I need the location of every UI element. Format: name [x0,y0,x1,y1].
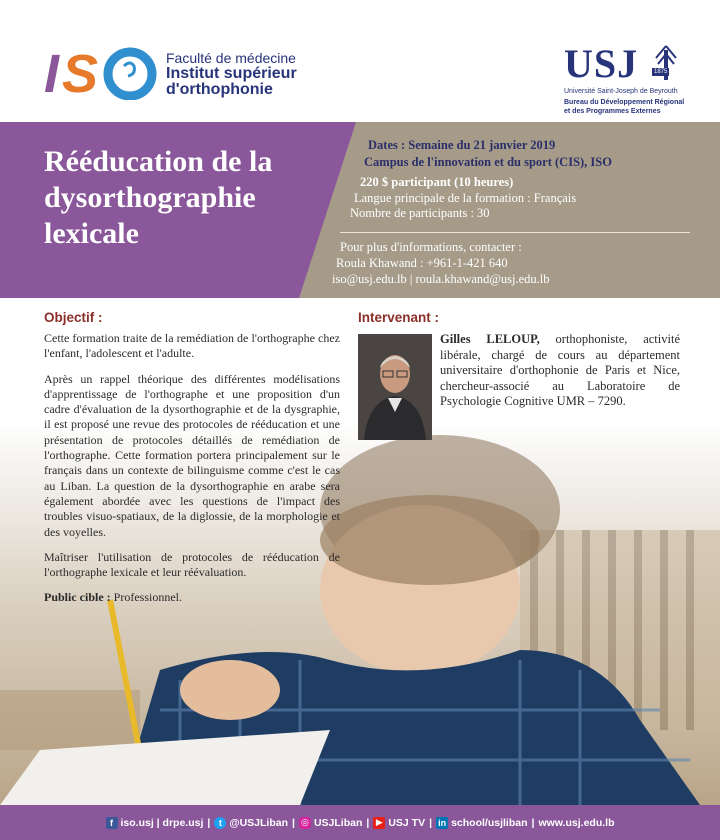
course-title-line2: dysorthographie [44,181,256,214]
footer-separator: | [366,816,370,829]
iso-institute-line1: Institut supérieur [166,65,297,82]
objectif-heading: Objectif : [44,310,103,325]
objectif-paragraph-2: Après un rappel théorique des différentes modélisations d'apprentissage de l'orthographe et une proposition d'un cadre d'évaluation de la dysorthographie et de la dysgraphie, il est proposé une revue des protocoles de rééducation et une présentation de protocoles détaillés de remédiation de l'orthographe. Cette formation portera principalement sur le français dans un contexte de bilinguisme comme c'est le cas au Liban. La question de la dysorthographie en arabe sera également abordée avec les questions de l'impact des troubles visuo-spatiaux, de la diglossie, de la morphologie et des voyelles. [44,371,340,539]
usj-bureau-line2: et des Programmes Externes [564,108,661,115]
twitter-handle: @USJLiban [229,816,288,829]
iso-logo [44,44,164,100]
footer-social-bar [0,805,720,840]
speaker-portrait [358,334,432,440]
youtube-handle: USJ TV [388,816,426,829]
course-title-line3: lexicale [44,217,139,250]
instagram-handle: USJLiban [313,816,363,829]
usj-bureau-line1: Bureau du Développement Régional [564,99,685,106]
footer-twitter[interactable] [214,817,288,829]
usj-wordmark: USJ [564,41,639,86]
footer-youtube[interactable] [373,817,425,829]
objectif-section [44,310,340,605]
course-language: Langue principale de la formation : Français [354,191,577,205]
footer-linkedin[interactable] [436,817,527,829]
objectif-paragraph-3: Maîtriser l'utilisation de protocoles de rééducation de l'orthographe lexicale et leur réévaluation. [44,549,340,580]
iso-institute-line2: d'orthophonie [166,81,273,98]
course-participants: Nombre de participants : 30 [350,206,490,220]
public-cible-label: Public cible : [44,590,111,605]
website-url: www.usj.edu.lb [538,816,615,829]
intervenant-heading: Intervenant : [358,310,440,325]
speaker-name: Gilles LELOUP, [440,332,540,346]
intervenant-section [358,310,680,408]
facebook-handles: iso.usj | drpe.usj [120,816,204,829]
speaker-portrait-illustration [358,334,432,440]
footer-website[interactable] [538,817,614,829]
course-title-line1: Rééducation de la [44,145,273,178]
instagram-icon: ◎ [299,817,311,829]
linkedin-handle: school/usjliban [451,816,528,829]
course-title [44,144,344,252]
course-dates: Dates : Semaine du 21 janvier 2019 [368,138,556,152]
svg-text:I: I [44,44,60,100]
speaker-description: orthophoniste, activité libérale, chargé de cours au département universitaire d'orthophonie de Paris et Nice, chercheur-associé au Laboratoire de Psychologie Cognitive UMR – 7290. [440,332,680,408]
footer-separator: | [292,816,295,829]
footer-separator: | [429,816,433,829]
usj-year: 1875 [654,69,668,75]
linkedin-icon: in [438,817,447,828]
course-banner [0,122,720,298]
facebook-icon: f [106,817,118,829]
youtube-icon: ▶ [373,817,385,829]
iso-faculty: Faculté de médecine [166,50,296,66]
footer-facebook[interactable] [106,817,204,829]
speaker-bio [440,332,680,410]
svg-text:S: S [62,44,99,100]
footer-separator: | [531,816,535,829]
header [0,0,720,120]
banner-divider [340,232,690,233]
iso-institute-name [166,50,366,98]
contact-intro: Pour plus d'informations, contacter : [340,240,522,254]
usj-bureau [564,98,684,116]
footer-separator: | [207,816,211,829]
public-cible-value: Professionnel. [110,590,182,605]
usj-university-name: Université Saint-Joseph de Beyrouth [564,88,678,95]
contact-phone: Roula Khawand : +961-1-421 640 [336,256,508,270]
course-price: 220 $ participant (10 heures) [360,175,514,189]
footer-instagram[interactable] [299,817,362,829]
contact-emails[interactable]: iso@usj.edu.lb | roula.khawand@usj.edu.lb [332,272,550,286]
course-campus: Campus de l'innovation et du sport (CIS), ISO [364,155,612,169]
usj-logo [556,40,706,120]
twitter-icon: t [214,817,226,829]
objectif-paragraph-1: Cette formation traite de la remédiation de l'orthographe chez l'enfant, l'adolescent et l'adulte. [44,331,340,361]
public-cible [44,590,340,605]
